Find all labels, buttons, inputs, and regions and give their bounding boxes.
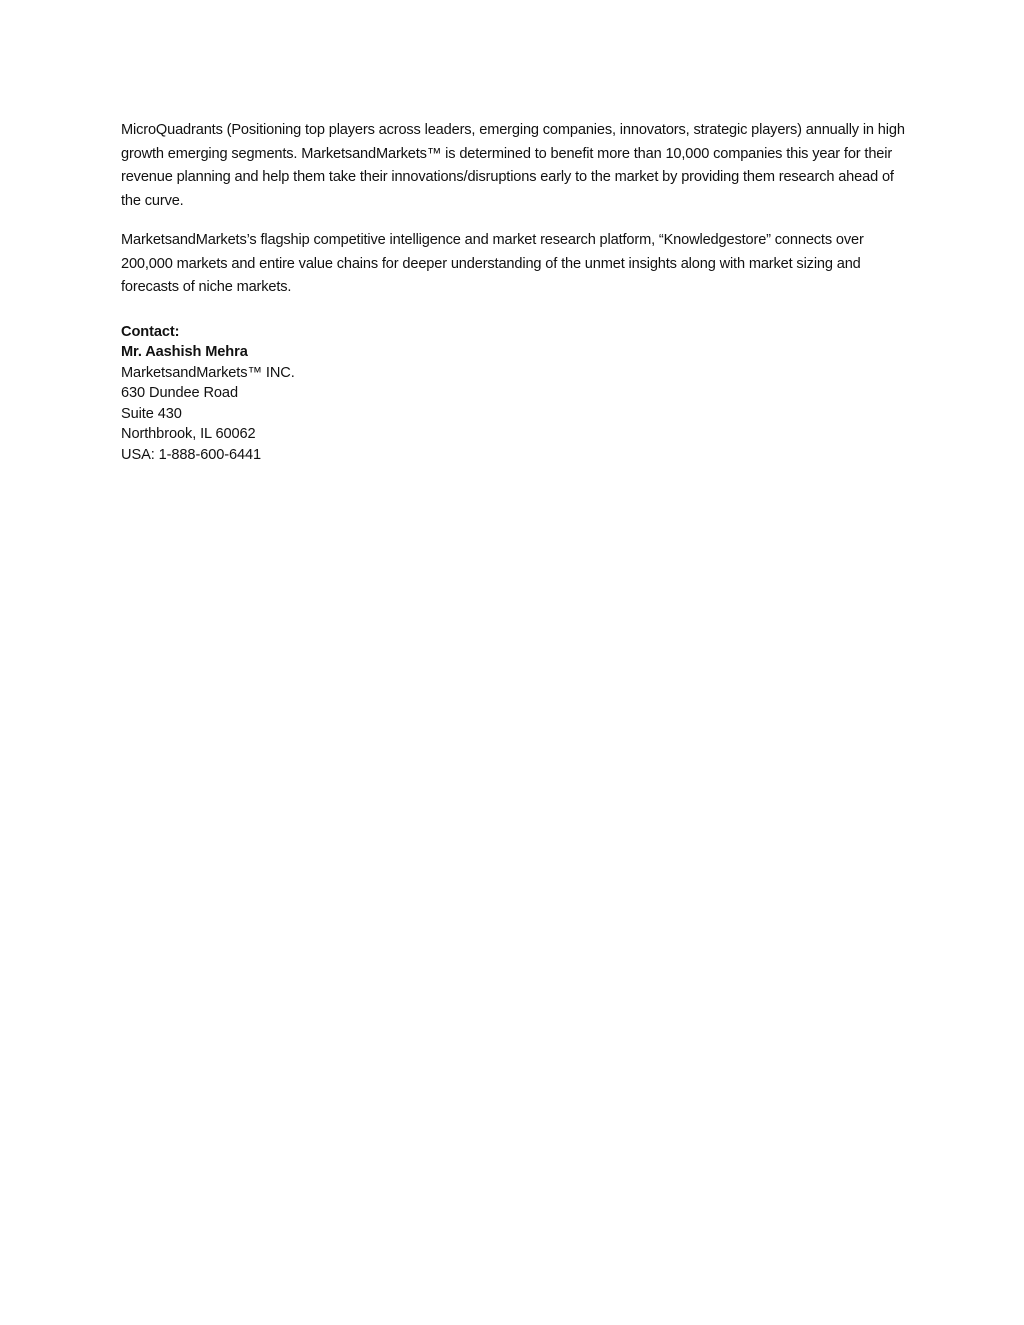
contact-street: 630 Dundee Road	[121, 385, 238, 401]
paragraph-microquadrants: MicroQuadrants (Positioning top players across leaders, emerging companies, innovators, strategic players) annually in high growth emerging segments. MarketsandMarkets™ is determined to benefit more than 10,000 companies this year for their revenue planning and help them take their innovations/disruptions early to the market by providing them research ahead of the curve.	[121, 122, 905, 209]
contact-phone: USA: 1-888-600-6441	[121, 446, 262, 463]
paragraph-knowledgestore: MarketsandMarkets’s flagship competitive intelligence and market research platform, “Knowledgestore” connects over 200,000 markets and entire value chains for deeper understanding of the unmet insights along with market sizing and forecasts of niche markets.	[121, 232, 864, 295]
contact-block	[121, 322, 906, 466]
contact-company: MarketsandMarkets™ INC.	[121, 364, 295, 381]
document-body	[121, 119, 906, 465]
contact-suite: Suite 430	[121, 405, 182, 422]
contact-city: Northbrook, IL 60062	[121, 426, 256, 442]
contact-heading: Contact:	[121, 323, 180, 340]
contact-name: Mr. Aashish Mehra	[121, 344, 248, 360]
